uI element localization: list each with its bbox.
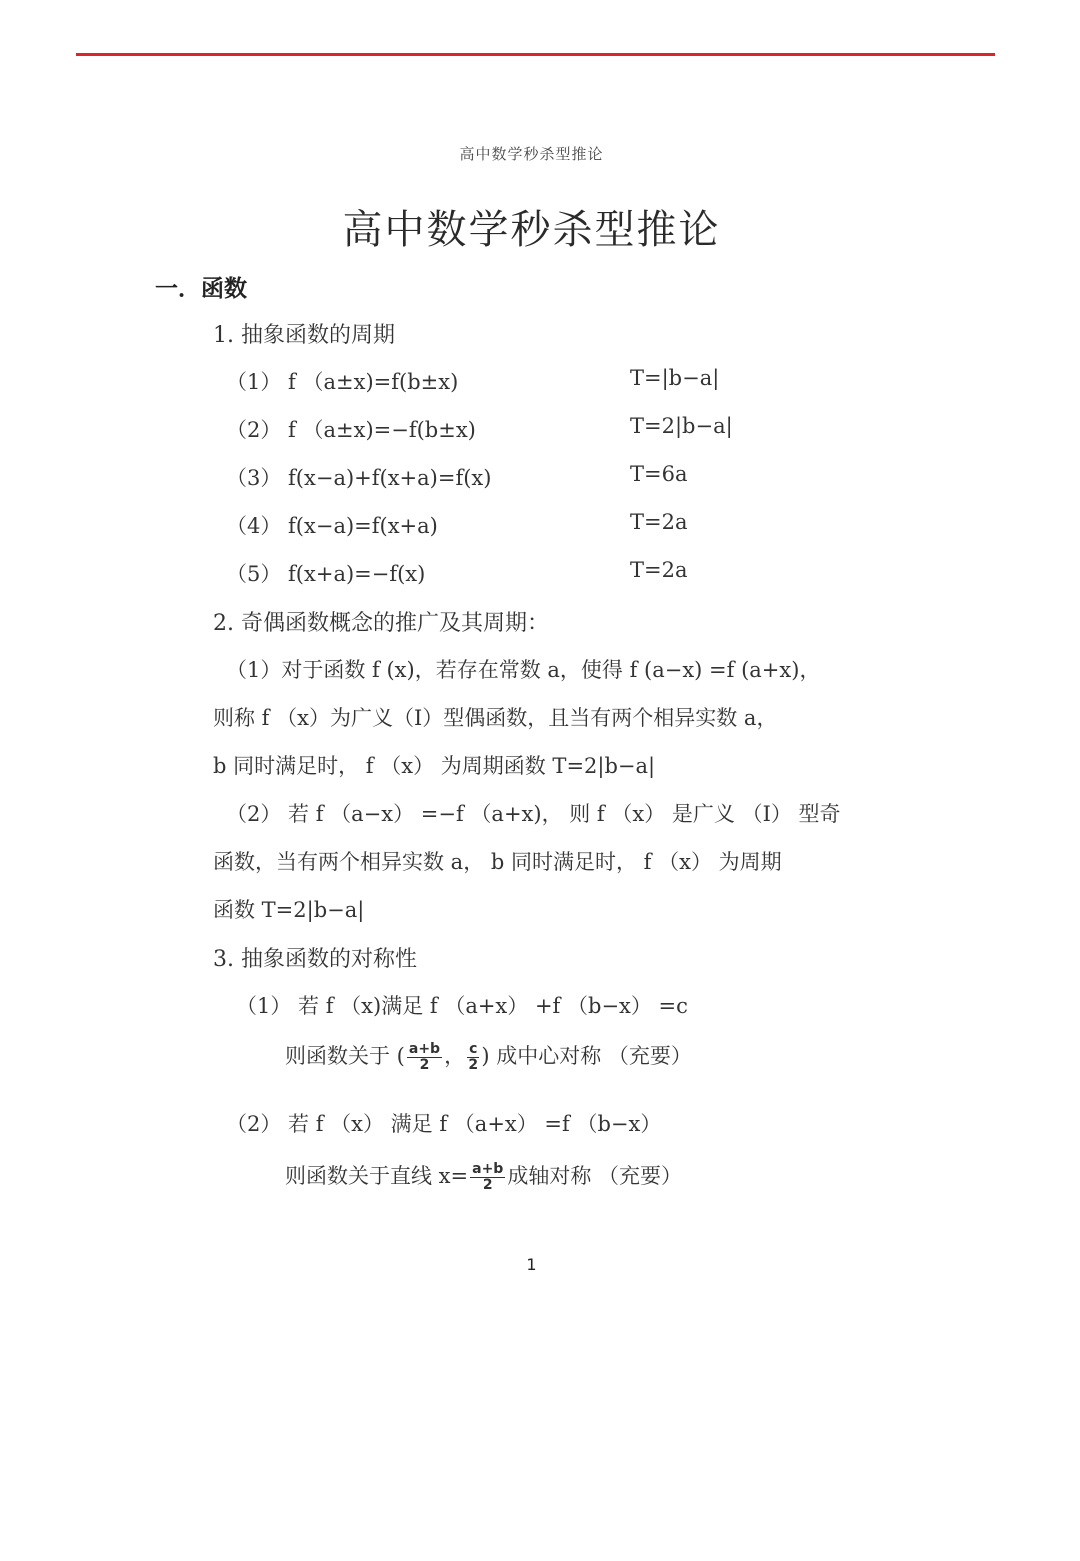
fraction-denominator: 2 — [419, 1057, 430, 1073]
symmetry-condition-2: （2） 若 f （x） 满足 f （a+x） =f （b−x） — [226, 1112, 662, 1136]
result-text: ) 成中心对称 （充要） — [481, 1044, 692, 1068]
paragraph-line: 则称 f （x）为广义（Ⅰ）型偶函数，且当有两个相异实数 a， — [213, 706, 778, 730]
fraction — [470, 1162, 505, 1193]
formula-row-2: （2） f （a±x)=−f(b±x) — [226, 418, 476, 442]
result-text: 则函数关于直线 x= — [285, 1164, 469, 1188]
symmetry-result-1 — [285, 1040, 692, 1073]
fraction — [407, 1042, 442, 1073]
period-row-1: T=|b−a| — [630, 366, 720, 390]
subsection-title-2: 2. 奇偶函数概念的推广及其周期： — [213, 611, 549, 636]
fraction-numerator: c — [469, 1041, 478, 1057]
formula-row-3: （3） f(x−a)+f(x+a)=f(x) — [226, 466, 492, 490]
formula-row-4: （4） f(x−a)=f(x+a) — [226, 514, 438, 538]
section-heading: 一．函数 — [155, 275, 247, 302]
paragraph-line: 函数 T=2|b−a| — [213, 898, 365, 922]
formula-row-5: （5） f(x+a)=−f(x) — [226, 562, 426, 586]
fraction-numerator: a+b — [472, 1161, 504, 1177]
paragraph-line: （2） 若 f （a−x） =−f （a+x)， 则 f （x） 是广义 （Ⅰ） 型奇 — [226, 802, 841, 826]
page-number: 1 — [526, 1255, 537, 1274]
fraction-numerator: a+b — [408, 1041, 441, 1057]
formula-row-1: （1） f （a±x)=f(b±x) — [226, 370, 459, 394]
running-header: 高中数学秒杀型推论 — [459, 145, 604, 163]
period-row-3: T=6a — [630, 462, 688, 486]
symmetry-condition-1: （1） 若 f （x)满足 f （a+x） +f （b−x） =c — [236, 994, 688, 1018]
paragraph-line: 函数，当有两个相异实数 a， b 同时满足时， f （x） 为周期 — [213, 850, 782, 874]
period-row-2: T=2|b−a| — [630, 414, 733, 438]
header-rule — [76, 53, 995, 56]
fraction — [467, 1042, 479, 1073]
result-text: ， — [444, 1044, 466, 1068]
result-text: 成轴对称 （充要） — [507, 1164, 683, 1188]
symmetry-result-2 — [285, 1160, 682, 1193]
period-row-5: T=2a — [630, 558, 688, 582]
subsection-title-1: 1. 抽象函数的周期 — [213, 323, 395, 348]
subsection-title-3: 3. 抽象函数的对称性 — [213, 947, 417, 972]
period-row-4: T=2a — [630, 510, 688, 534]
paragraph-line: （1）对于函数 f (x)，若存在常数 a，使得 f (a−x) =f (a+x)， — [226, 658, 821, 682]
result-text: 则函数关于 ( — [285, 1044, 405, 1068]
page-title: 高中数学秒杀型推论 — [342, 207, 721, 253]
paragraph-line: b 同时满足时， f （x） 为周期函数 T=2|b−a| — [213, 754, 656, 778]
fraction-denominator: 2 — [468, 1057, 479, 1073]
fraction-denominator: 2 — [482, 1177, 493, 1193]
